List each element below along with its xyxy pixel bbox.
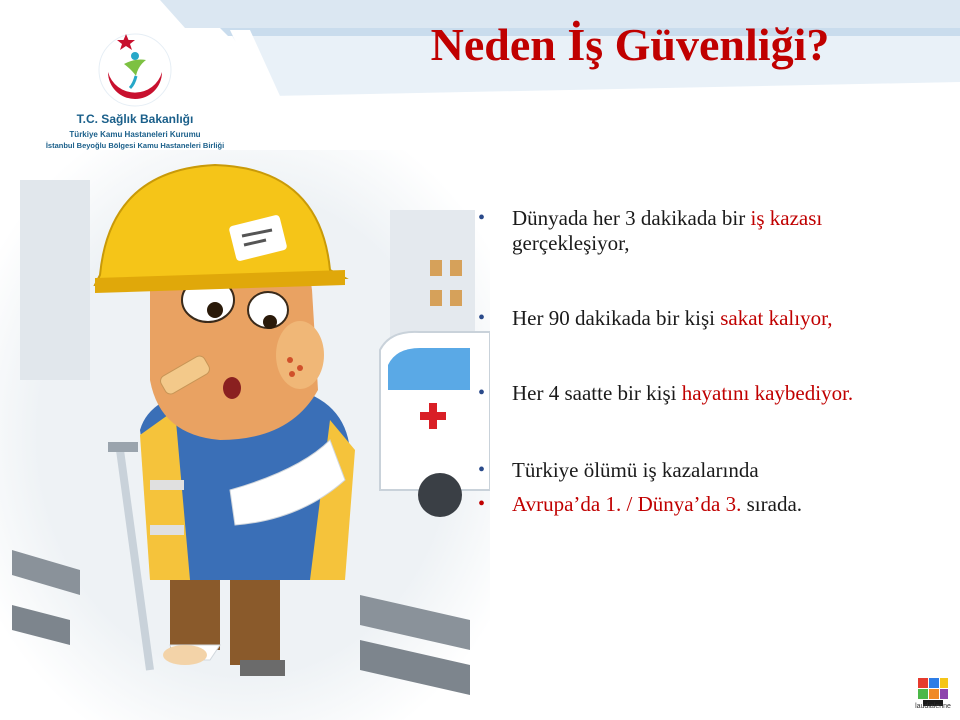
fact-list xyxy=(478,200,918,517)
injured-worker-illustration xyxy=(0,150,490,720)
ministry-logo xyxy=(20,30,250,160)
corner-logo-text: laudialenne xyxy=(915,703,951,710)
list-item: • Her 90 dakikada bir kişi sakat kalıyor, xyxy=(478,306,918,331)
list-item: • Türkiye ölümü iş kazalarında xyxy=(478,458,918,483)
list-item: • Her 4 saatte bir kişi hayatını kaybediyor. xyxy=(478,381,918,406)
list-item: • Avrupa’da 1. / Dünya’da 3. sırada. xyxy=(478,492,918,517)
crescent-star-icon xyxy=(80,30,190,112)
logo-subtitle-2: İstanbul Beyoğlu Bölgesi Kamu Hastaneleri Birliği xyxy=(45,141,225,150)
slide-title: Neden İş Güvenliği? xyxy=(430,19,830,70)
list-item: • Dünyada her 3 dakikada bir iş kazası gerçekleşiyor, xyxy=(478,206,918,256)
logo-subtitle: Türkiye Kamu Hastaneleri Kurumu xyxy=(69,130,201,139)
logo-title: T.C. Sağlık Bakanlığı xyxy=(76,112,194,126)
